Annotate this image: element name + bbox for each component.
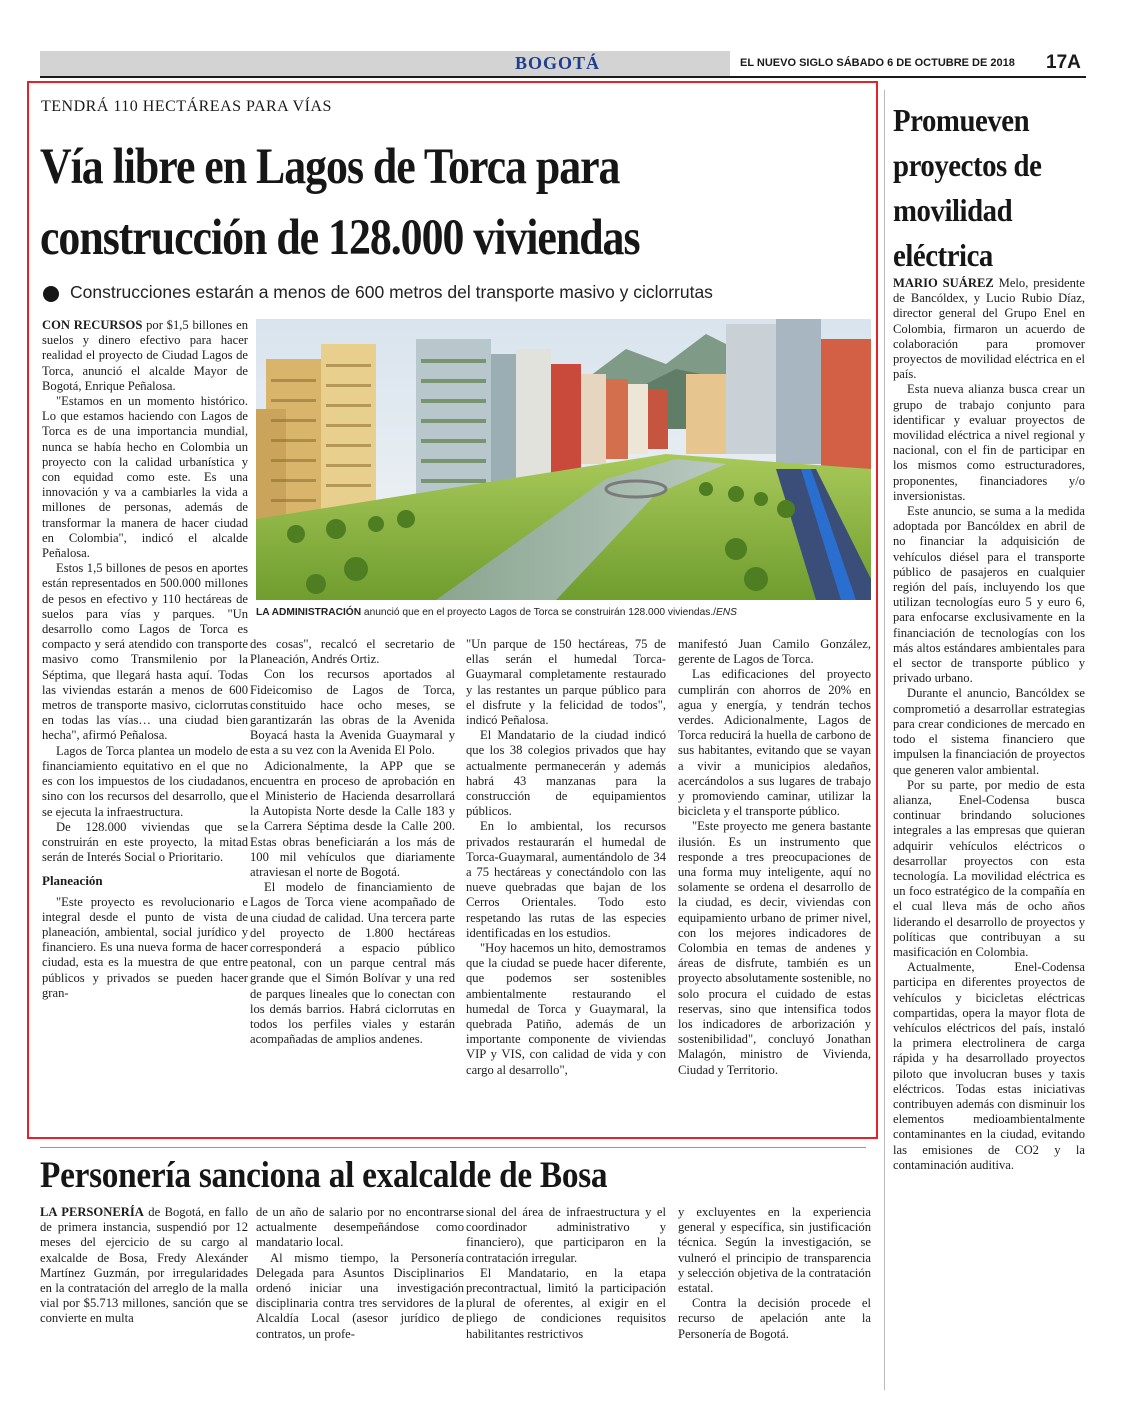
paragraph: Actualmente, Enel-Codensa participa en diferentes proyectos de vehículos y bicicletas eléctricas compartidas, opera la mayor flota de vehículos eléctricos del país, instaló la primera electrolinera de carga rápida y ha desarrollado proyectos piloto que involucran buses y taxis eléctricos. Todas estas iniciativas contribuyen además con disminuir los elementos medioambientalmente contaminantes en la ciudad, evitando las emisiones de CO2 y la contaminación auditiva. [893, 960, 1085, 1172]
paragraph [42, 318, 248, 394]
bottom-column-4 [678, 1205, 871, 1342]
article-photo [256, 319, 871, 600]
caption-credit: ENS [716, 607, 737, 618]
bottom-column-2 [256, 1205, 464, 1342]
lead-in: LA PERSONERÍA [40, 1205, 144, 1219]
paragraph: El Mandatario de la ciudad indicó que los 38 colegios privados que hay actualmente permanecerán y además habrá 43 manzanas para la construcción de equipamientos públicos. [466, 728, 666, 819]
paragraph: Al mismo tiempo, la Personería Delegada para Asuntos Disciplinarios ordenó iniciar una investigación disciplinaria contra tres servidores de la Alcaldía Local (asesor jurídico de contratos, un profe- [256, 1250, 464, 1341]
paragraph: "Este proyecto es revolucionario e integral desde el punto de vista de planeación, ambiental, social jurídico y financiero. Es una nueva forma de hacer ciudad, esta es la muestra de que entre públicos y privados se pueden hacer gran- [42, 894, 248, 1000]
paragraph: Contra la decisión procede el recurso de apelación ante la Personería de Bogotá. [678, 1296, 871, 1341]
article-headline [40, 132, 754, 274]
paragraph: Estos 1,5 billones de pesos en aportes están representados en 500.000 millones de pesos en efectivo y 110 hectáreas de suelos para vías y parques. "Un desarrollo como Lagos de Torca es compacto y será atendido con transporte masivo como Transmilenio por la Séptima, que llegará hasta aquí. Todas las viviendas estarán a menos de 600 metros de transporte masivo, ciclorrutas en todas las vías… una ciudad bien hecha", afirmó Peñalosa. [42, 561, 248, 743]
paragraph: Esta nueva alianza busca crear un grupo de trabajo conjunto para identificar y evaluar proyectos de movilidad eléctrica a nivel regional y nacional, con el fin de participar en los mismos como estructuradores, proponentes, financiadores y/o inversionistas. [893, 382, 1085, 503]
article-kicker: TENDRÁ 110 HECTÁREAS PARA VÍAS [41, 98, 332, 115]
paragraph: Adicionalmente, la APP que se encuentra en proceso de aprobación en el Ministerio de Hacienda desarrollará la Autopista Norte desde la Calle 183 y la Carrera Séptima desde la Calle 200. Estas obras beneficiarán a los más de 100 mil vehículos que diariamente atraviesan el norte de Bogotá. [250, 758, 455, 880]
paragraph-text: de Bogotá, en fallo de primera instancia, suspendió por 12 meses del ejercicio de su cargo al exalcalde de Bosa, Fredy Alexánder Martínez Guzmán, por irregularidades en la contratación del arreglo de la malla vial por $5.713 millones, sanción que se convierte en multa [40, 1205, 248, 1326]
paragraph: Las edificaciones del proyecto cumplirán con ahorros de 20% en agua y energía, y tendrán techos verdes. Adicionalmente, Lagos de Torca reducirá la huella de carbono de sus habitantes, evitando que se vayan a vivir a municipios aledaños, acercándolos a sus lugares de trabajo y promoviendo caminar, utilizar la bicicleta y el transporte público. [678, 667, 871, 819]
paragraph: "Hoy hacemos un hito, demostramos que la ciudad se puede hacer diferente, que podemos ser sostenibles ambientalmente restaurando el humedal de Torca y Guaymaral, la quebrada Patiño, además de un importante componente de viviendas VIP y VIS, con calidad de vida y con cargo al desarrollo", [466, 941, 666, 1077]
paragraph: De 128.000 viviendas que se construirán en este proyecto, la mitad serán de Interés Social o Prioritario. [42, 819, 248, 865]
newspaper-date: EL NUEVO SIGLO SÁBADO 6 DE OCTUBRE DE 2018 [740, 57, 1015, 69]
paragraph: Con los recursos aportados al Fideicomiso de Lagos de Torca, constituido hace ocho meses, se garantizarán las obras de la Avenida Boyacá hasta la Avenida Guaymaral y esta a su vez con la Avenida El Polo. [250, 667, 455, 758]
bottom-column-3 [466, 1205, 666, 1342]
side-headline: Promueven proyectos de movilidad eléctrica [893, 102, 1042, 273]
photo-caption [256, 607, 871, 618]
bottom-headline: Personería sanciona al exalcalde de Bosa [40, 1155, 608, 1196]
article-column-2 [250, 637, 455, 1047]
paragraph-text: por $1,5 billones en suelos y dinero efectivo para hacer realidad el proyecto de Ciudad Lagos de Torca, anunció el alcalde Mayor de Bogotá, Enrique Peñalosa. [42, 318, 249, 393]
paragraph-text: Melo, presidente de Bancóldex, y Lucio Rubio Díaz, director general del Grupo Enel en Colombia, firmaron un acuerdo de colaboración para promover proyectos de movilidad eléctrica en el país. [893, 276, 1085, 382]
article-column-3 [466, 637, 666, 1078]
article-column-1 [42, 318, 248, 1001]
caption-text: anunció que en el proyecto Lagos de Torca se construirán 128.000 viviendas./ [361, 607, 716, 618]
paragraph: Lagos de Torca plantea un modelo de financiamiento equitativo en el que no es con los impuestos de los ciudadanos, sino con los recursos del desarrollo, que se ejecuta la infraestructura. [42, 743, 248, 819]
bullet-icon [43, 286, 59, 302]
paragraph: y excluyentes en la experiencia general y específica, sin justificación técnica. Según la investigación, se vulneró el principio de transparencia y selección objetiva de la contratación estatal. [678, 1205, 871, 1296]
bottom-column-1 [40, 1205, 248, 1327]
paragraph: manifestó Juan Camilo González, gerente de Lagos de Torca. [678, 637, 871, 667]
page-header [40, 51, 1086, 76]
paragraph: El modelo de financiamiento de Lagos de Torca viene acompañado de una ciudad de calidad. Una tercera parte del proyecto de 1.800 hectáreas corresponderá a espacio público peatonal, con un parque central más grande que el Simón Bolívar y una red de parques lineales que lo conectan con los demás barrios. Habrá ciclorrutas en todos los perfiles viales y estarán acompañadas de amplios andenes. [250, 880, 455, 1047]
bottom-rule [40, 1147, 866, 1148]
paragraph: El Mandatario, en la etapa precontractual, limitó la participación plural de oferentes, al exigir en el pliego de condiciones requisitos habilitantes restrictivos [466, 1265, 666, 1341]
headline-line-1: Vía libre en Lagos de Torca para [40, 139, 620, 195]
section-subtitle: Planeación [42, 873, 103, 889]
article-subhead: Construcciones estarán a menos de 600 metros del transporte masivo y ciclorrutas [70, 282, 713, 302]
section-band [40, 51, 730, 76]
paragraph: Este anuncio, se suma a la medida adoptada por Bancóldex en abril de no financiar la adquisición de vehículos diésel para el transporte público de pasajeros en cualquier región del país, incluyendo los que utilizan tecnologías euro 5 y euro 6, para enfocarse exclusivamente en la financiación de tecnologías con los más altos estándares ambientales para el sector de transporte público y privado urbano. [893, 504, 1085, 686]
paragraph: "Este proyecto me genera bastante ilusión. Es un instrumento que responde a tres preocupaciones de una forma muy inteligente, aquí no solamente se ordena el desarrollo de la ciudad, es decir, viviendas con equipamiento urbano de primer nivel, con los mejores indicadores de Colombia en temas de andenes y áreas de disfrute, también es un proyecto absolutamente sostenible, no solo procura el cuidado de estas reservas, sino que intensifica todos los indicadores de arborización y sostenibilidad", concluyó Jonathan Malagón, ministro de Vivienda, Ciudad y Territorio. [678, 819, 871, 1077]
paragraph: de un año de salario por no encontrarse actualmente desempeñándose como mandatario local. [256, 1205, 464, 1250]
article-column-4 [678, 637, 871, 1078]
paragraph: En lo ambiental, los recursos privados restaurarán el humedal de Torca-Guaymaral, aumentándolo de 34 a 75 hectáreas y conectándolo con las nueve quebradas que bajan de los Cerros Orientales. Todo esto respetando las rutas de las especies identificadas en los estudios. [466, 819, 666, 940]
header-rule [40, 76, 1086, 78]
section-name: BOGOTÁ [515, 53, 601, 73]
paragraph: Por su parte, por medio de esta alianza, Enel-Codensa busca continuar brindando soluciones integrales a las empresas que quieran adquirir vehículos eléctricos o desarrollar proyectos con esta tecnología. La movilidad eléctrica es un foco estratégico de la compañía en el cual lleva más de ocho años liderando el desarrollo de proyectos y políticas que contribuyan a su masificación en Colombia. [893, 777, 1085, 959]
page-number: 17A [1046, 52, 1081, 73]
lead-in: CON RECURSOS [42, 318, 143, 332]
paragraph: Durante el anuncio, Bancóldex se comprometió a desarrollar estrategias para crear condiciones de mercado en todo el sistema financiero que impulsen la financiación de proyectos que generen valor ambiental. [893, 686, 1085, 777]
paragraph [893, 276, 1085, 382]
paragraph: "Estamos en un momento histórico. Lo que estamos haciendo con Lagos de Torca es de una importancia mundial, nunca se había hecho en Colombia un proyecto con la calidad urbanística y con equidad como este. Es una innovación y va a cambiarles la vida a millones de personas, además de transformar la manera de hacer ciudad en Colombia", indicó el alcalde Peñalosa. [42, 394, 248, 561]
paragraph: des cosas", recalcó el secretario de Planeación, Andrés Ortiz. [250, 637, 455, 667]
city-rendering-image [256, 319, 871, 600]
lead-in: MARIO SUÁREZ [893, 276, 994, 290]
paragraph: sional del área de infraestructura y el coordinador administrativo y financiero), que participaron en la contratación irregular. [466, 1205, 666, 1265]
column-divider [884, 90, 885, 1390]
caption-lead: LA ADMINISTRACIÓN [256, 607, 362, 618]
headline-line-2: construcción de 128.000 viviendas [40, 210, 640, 266]
paragraph: "Un parque de 150 hectáreas, 75 de ellas serán el humedal Torca-Guaymaral completamente restaurado y las restantes un parque público para el disfrute y la felicidad de todos", indicó Peñalosa. [466, 637, 666, 728]
paragraph [40, 1205, 248, 1327]
side-article-body [893, 276, 1085, 1173]
